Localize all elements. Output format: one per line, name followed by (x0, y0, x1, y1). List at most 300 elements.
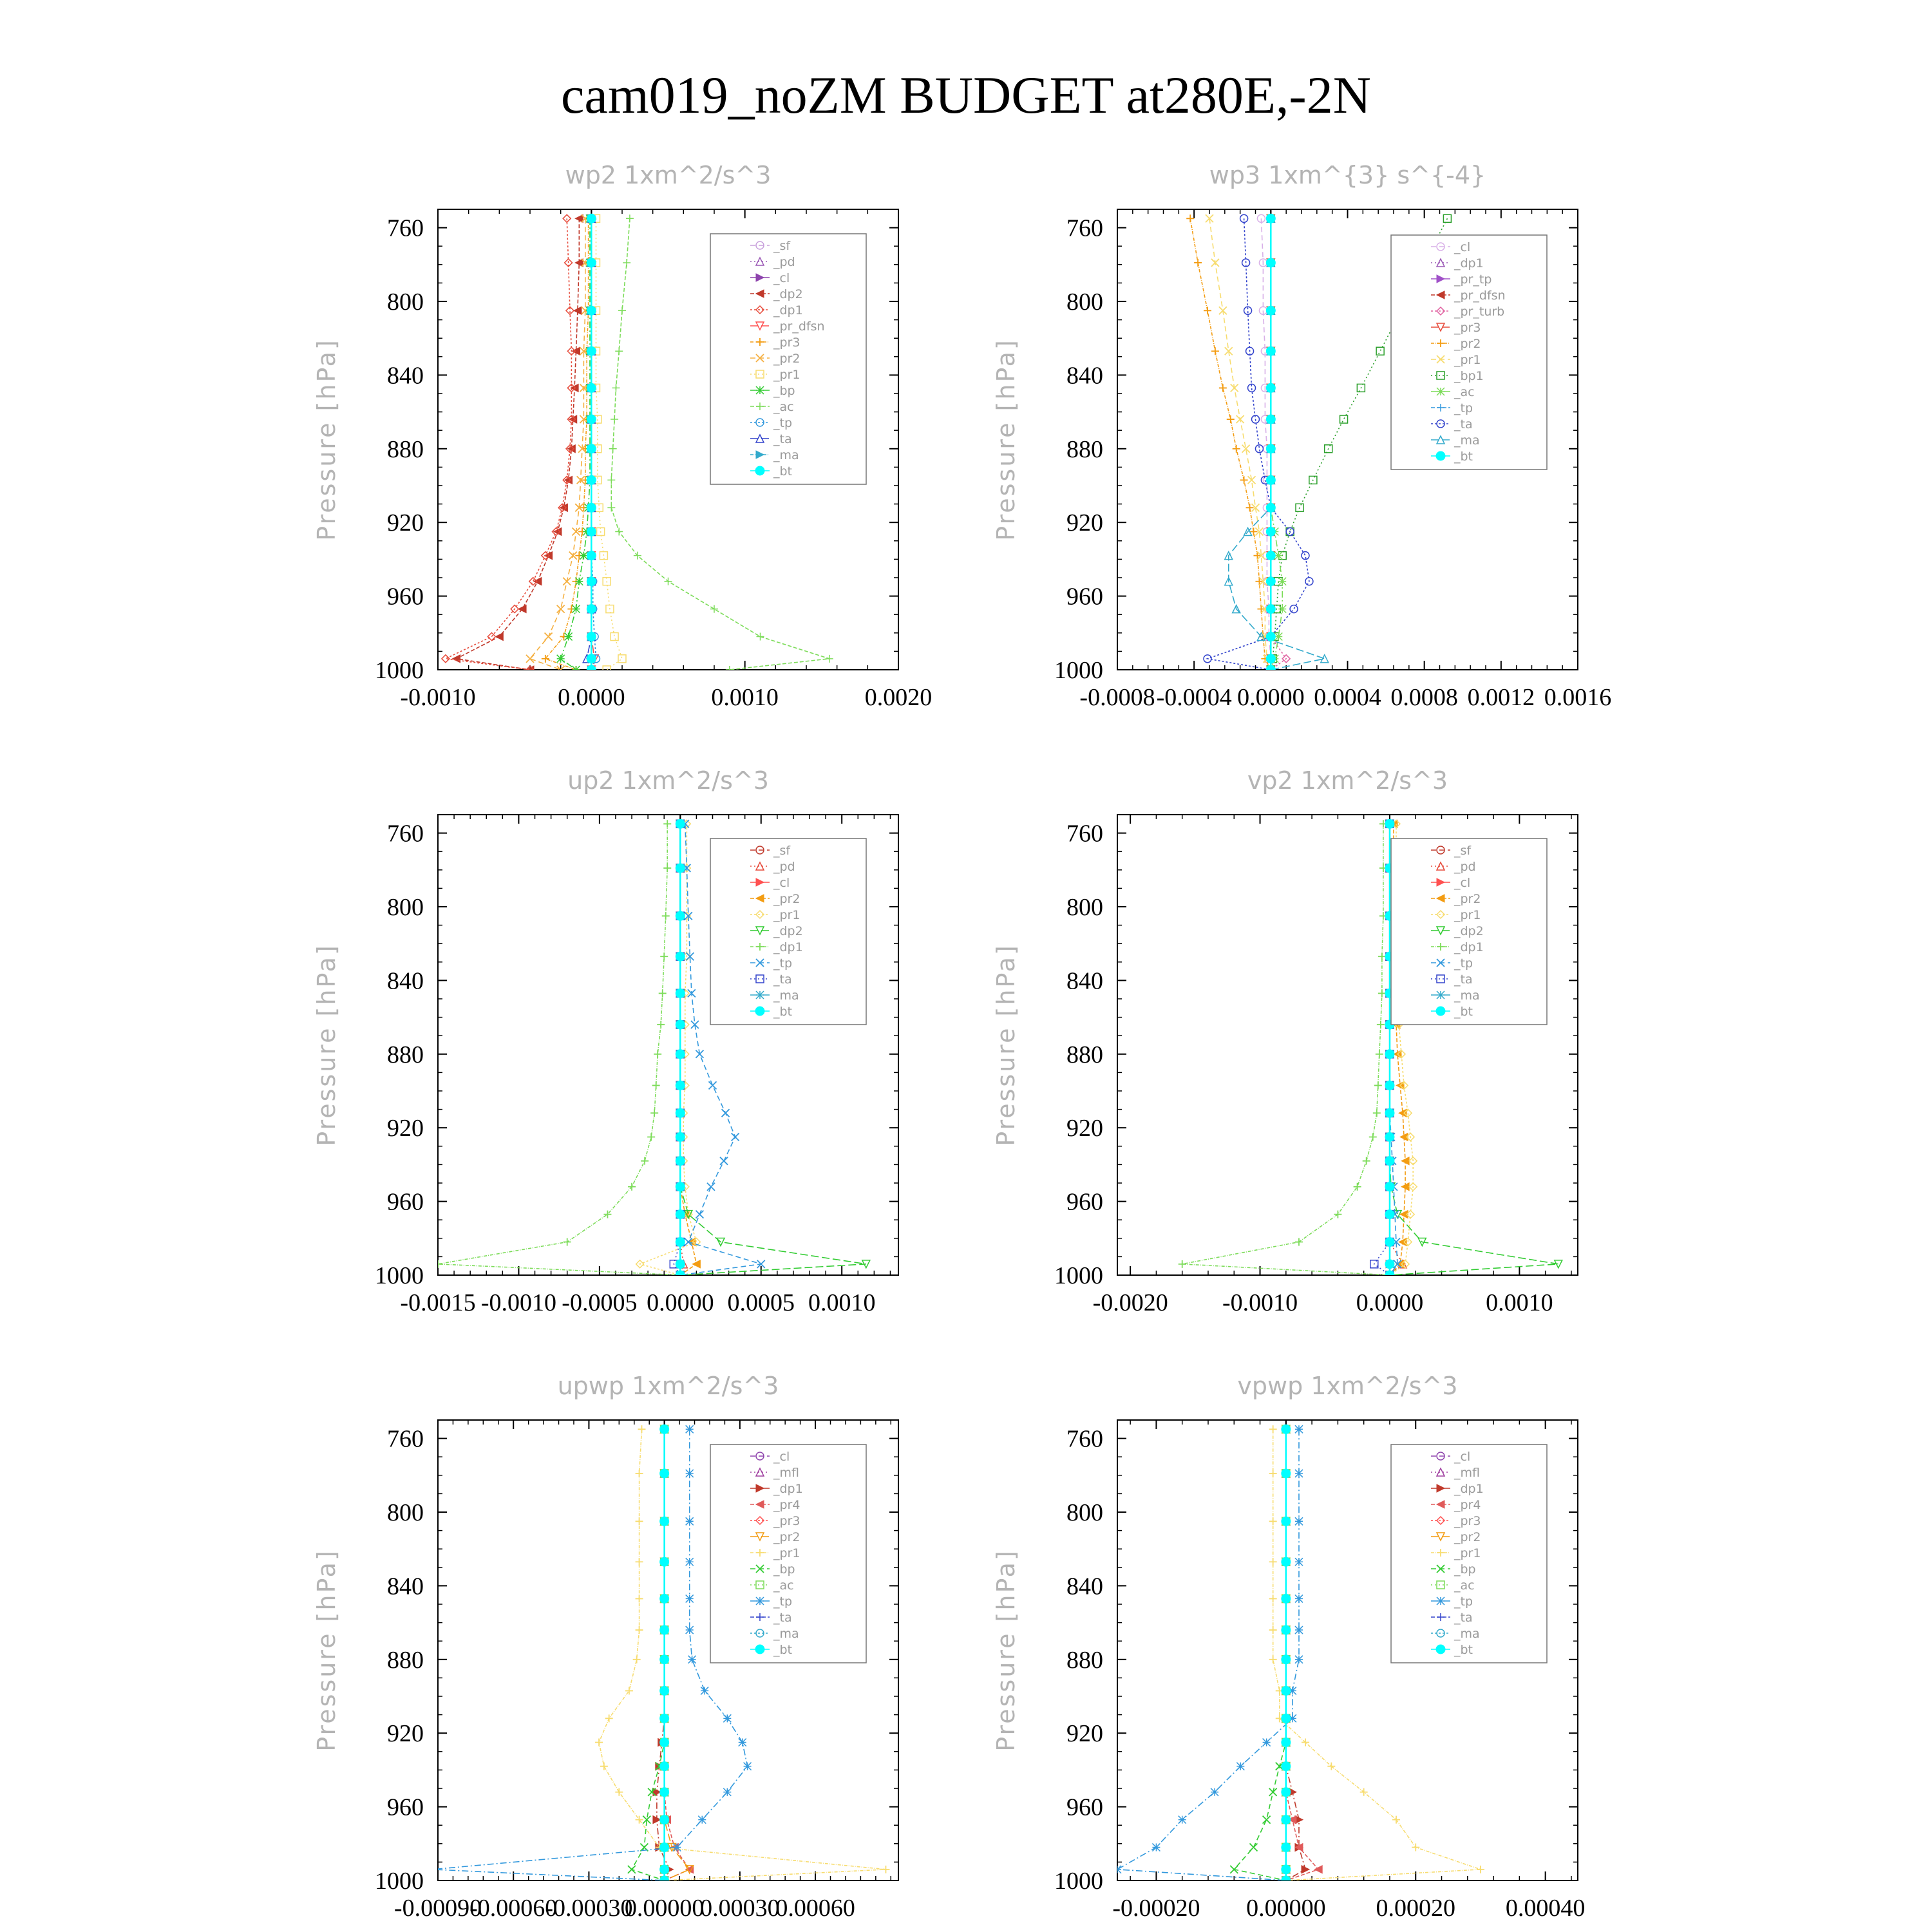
data-point-bp (580, 552, 587, 560)
y-tick-label: 760 (387, 214, 424, 242)
data-point-bp (1230, 1866, 1238, 1873)
data-point-bt (1282, 1815, 1291, 1824)
data-point-ac (757, 633, 764, 641)
data-point-bt (676, 1271, 685, 1280)
y-axis-label: Pressure [hPa] (992, 943, 1020, 1146)
series-line-ac (1271, 218, 1282, 670)
data-point-pr1 (1269, 1626, 1277, 1634)
y-tick-label: 920 (387, 1720, 424, 1748)
legend-label: _pr4 (1454, 1498, 1481, 1512)
data-point-bt (587, 665, 596, 674)
y-tick-label: 880 (1066, 435, 1103, 463)
data-point-tp (1113, 1866, 1121, 1873)
x-tick-label: -0.00090 (393, 1895, 482, 1922)
x-tick-label: 0.0016 (1544, 684, 1612, 711)
series-line-ta (1208, 218, 1309, 670)
data-point-dp1 (1295, 1238, 1303, 1246)
y-tick-label: 1000 (375, 1262, 424, 1289)
legend-label: _ac (1454, 1578, 1475, 1593)
y-tick-label: 800 (387, 289, 424, 316)
data-point-pr1 (600, 1763, 608, 1770)
data-point-bt (587, 527, 596, 536)
data-point-pr2 (1240, 476, 1248, 484)
chart-panel-2 (992, 161, 1611, 711)
data-point-bp (628, 1866, 636, 1873)
y-tick-label: 800 (387, 1499, 424, 1526)
data-point-dp1 (1378, 989, 1386, 997)
data-point-bt (1282, 1655, 1291, 1664)
legend-label: _cl (1454, 240, 1471, 254)
y-tick-label: 760 (1066, 214, 1103, 242)
y-tick-label: 760 (387, 1425, 424, 1453)
data-point-pr1 (615, 1788, 623, 1796)
data-point-tp (686, 1425, 694, 1433)
legend-label: _dp2 (773, 924, 803, 938)
data-point-pr1 (605, 1714, 613, 1722)
y-tick-label: 880 (387, 1646, 424, 1674)
data-point-pr1 (618, 655, 626, 663)
data-point-dp2 (495, 633, 503, 641)
data-point-bt (660, 1843, 669, 1852)
data-point-bt (1385, 1133, 1394, 1142)
data-point-dp1 (1378, 952, 1386, 960)
legend-label: _ta (1454, 1611, 1473, 1625)
data-point-pr1 (1360, 1788, 1368, 1796)
x-tick-label: 0.0000 (1237, 684, 1305, 711)
data-point-tp (1295, 1626, 1303, 1634)
data-point-bt (676, 1182, 685, 1191)
data-point-ac (710, 605, 718, 613)
data-point-pr2 (1233, 445, 1240, 453)
data-point-tp (1295, 1425, 1303, 1433)
data-point-bt (1385, 1050, 1394, 1059)
series-line-bp (632, 1429, 665, 1880)
data-point-bp (573, 666, 580, 674)
legend-label: _ma (773, 1627, 799, 1641)
data-point-dp1 (663, 864, 671, 872)
data-point-dp1 (647, 1133, 655, 1141)
y-tick-label: 840 (1066, 362, 1103, 390)
data-point-pr1 (1269, 1558, 1277, 1566)
data-point-bt (587, 383, 596, 392)
data-point-bt (660, 1425, 669, 1434)
y-tick-label: 960 (387, 1188, 424, 1216)
panels-container (312, 161, 1611, 1922)
data-point-tp (686, 1470, 694, 1477)
y-tick-label: 840 (387, 967, 424, 995)
data-point-pr1 (1269, 1656, 1277, 1663)
data-point-tp (429, 1866, 437, 1873)
data-point-pr2 (557, 605, 565, 613)
data-point-bt (1282, 1517, 1291, 1526)
data-point-bt (1282, 1843, 1291, 1852)
data-point-dp2 (534, 578, 542, 585)
legend-marker (1436, 451, 1445, 460)
data-point-dp1 (1376, 1050, 1383, 1058)
data-point-pr1 (636, 1816, 643, 1824)
data-point-pr2 (1219, 384, 1227, 392)
y-tick-label: 880 (1066, 1646, 1103, 1674)
data-point-bt (676, 952, 685, 961)
data-point-bt (660, 1815, 669, 1824)
data-point-ac (826, 655, 833, 663)
data-point-bt (1282, 1714, 1291, 1723)
data-point-bt (1266, 258, 1275, 267)
data-point-tp (688, 1656, 696, 1663)
y-axis-label: Pressure [hPa] (992, 338, 1020, 541)
data-point-bt (676, 989, 685, 998)
x-tick-label: 0.0004 (1314, 684, 1381, 711)
data-point-tp (723, 1788, 731, 1796)
data-point-pr4 (1314, 1866, 1322, 1873)
data-point-bt (676, 911, 685, 920)
legend-label: _mfl (1454, 1466, 1480, 1480)
data-point-bp1 (1376, 347, 1384, 355)
legend-label: _pr2 (773, 892, 800, 906)
data-point-pr2 (1204, 307, 1211, 314)
y-tick-label: 1000 (375, 657, 424, 684)
x-tick-label: 0.0010 (808, 1289, 876, 1316)
x-tick-label: 0.0008 (1390, 684, 1458, 711)
x-tick-label: 0.0000 (1356, 1289, 1424, 1316)
legend-label: _cl (1454, 876, 1471, 890)
legend-label: _dp1 (1454, 940, 1484, 954)
data-point-dp1 (564, 1238, 571, 1246)
chart-panel-3 (312, 766, 898, 1316)
data-point-pr1 (882, 1866, 889, 1873)
data-point-tp (686, 1517, 694, 1525)
data-point-bt (1282, 1738, 1291, 1747)
data-point-dp1 (1374, 1081, 1382, 1089)
figure-title: cam019_noZM BUDGET at280E,-2N (561, 66, 1371, 124)
legend-label: _pr2 (773, 1530, 800, 1544)
x-tick-label: -0.00060 (469, 1895, 558, 1922)
data-point-ac (612, 384, 620, 392)
x-tick-label: -0.0008 (1079, 684, 1155, 711)
data-point-bt (587, 258, 596, 267)
data-point-bt (587, 346, 596, 355)
legend-label: _bt (773, 1005, 793, 1019)
y-tick-label: 760 (1066, 1425, 1103, 1453)
legend-label: _pr1 (773, 368, 800, 382)
legend-label: _pr_dfsn (1454, 289, 1506, 303)
panel-title: up2 1xm^2/s^3 (567, 766, 769, 795)
legend-marker (755, 1645, 764, 1654)
legend-label: _ta (1454, 972, 1473, 987)
legend-label: _pd (1454, 860, 1476, 874)
y-tick-label: 1000 (1054, 1868, 1103, 1895)
data-point-bt (1266, 475, 1275, 484)
x-tick-label: -0.0015 (400, 1289, 476, 1316)
data-point-dp1 (1302, 1866, 1309, 1873)
legend-label: _ma (773, 448, 799, 462)
x-tick-label: -0.0004 (1156, 684, 1232, 711)
legend-label: _bt (1454, 1005, 1473, 1019)
y-tick-label: 800 (387, 894, 424, 921)
data-point-tp (696, 1211, 703, 1218)
data-point-bt (1385, 1157, 1394, 1166)
legend-label: _pr1 (773, 908, 800, 922)
legend-label: _sf (773, 844, 791, 858)
series-line-pr2 (665, 1429, 690, 1880)
data-point-pr1 (636, 1558, 643, 1566)
legend-label: _sf (1454, 844, 1472, 858)
panel-title: vpwp 1xm^2/s^3 (1237, 1372, 1458, 1400)
data-point-bp (1249, 1844, 1257, 1852)
series-line-pr4 (665, 1429, 690, 1880)
legend-label: _ma (1454, 989, 1480, 1003)
data-point-pr1 (1412, 1844, 1419, 1852)
data-point-dp1 (1369, 1133, 1377, 1141)
data-point-bt (1266, 654, 1275, 663)
data-point-bt (660, 1557, 669, 1566)
data-point-bt (1266, 665, 1275, 674)
y-tick-label: 960 (387, 1794, 424, 1821)
data-point-bp (575, 578, 583, 585)
legend-label: _pr3 (1454, 1514, 1481, 1528)
series-line-pr1 (1209, 218, 1271, 670)
series-line-ma (1229, 218, 1325, 670)
series-line-tp (1117, 1429, 1299, 1880)
data-point-tp (1295, 1470, 1303, 1477)
legend-label: _ta (773, 1611, 792, 1625)
y-tick-label: 880 (387, 435, 424, 463)
legend-label: _pr3 (773, 1514, 800, 1528)
legend-label: _mfl (773, 1466, 799, 1480)
data-point-bp (565, 633, 573, 641)
legend-label: _tp (773, 956, 793, 971)
legend-label: _dp1 (773, 303, 803, 317)
data-point-tp (744, 1763, 752, 1770)
data-point-pr1 (1269, 1517, 1277, 1525)
y-tick-label: 840 (387, 362, 424, 390)
y-axis-label: Pressure [hPa] (992, 1549, 1020, 1752)
data-point-ac (623, 259, 630, 267)
data-point-ac (665, 578, 672, 585)
x-tick-label: 0.00000 (1246, 1895, 1326, 1922)
legend-label: _bp (1454, 1562, 1476, 1577)
data-point-bt (660, 1714, 669, 1723)
legend-label: _cl (773, 1450, 790, 1464)
y-tick-label: 800 (1066, 289, 1103, 316)
data-point-pr1 (1269, 1425, 1277, 1433)
data-point-bt (1385, 1210, 1394, 1219)
y-tick-label: 840 (1066, 967, 1103, 995)
y-tick-label: 920 (1066, 1720, 1103, 1748)
data-point-ac (607, 504, 615, 511)
legend-label: _pr1 (1454, 353, 1481, 367)
data-point-bt (1282, 1686, 1291, 1695)
data-point-bt (660, 1686, 669, 1695)
data-point-bt (587, 475, 596, 484)
data-point-bt (1282, 1876, 1291, 1885)
data-point-bt (676, 1238, 685, 1247)
x-tick-label: 0.00020 (1376, 1895, 1455, 1922)
data-point-ac (726, 666, 734, 674)
data-point-bp1 (1340, 415, 1348, 423)
legend-label: _pr1 (1454, 1546, 1481, 1560)
y-axis-label: Pressure [hPa] (312, 1549, 341, 1752)
data-point-bp (1269, 1788, 1277, 1796)
data-point-tp (707, 1183, 715, 1191)
data-point-bt (660, 1762, 669, 1771)
data-point-pr2 (1186, 214, 1194, 222)
legend-label: _bt (773, 1643, 793, 1657)
data-point-bt (1266, 605, 1275, 614)
data-point-ac (607, 476, 615, 484)
legend-label: _dp1 (1454, 1482, 1484, 1496)
data-point-bt (1282, 1557, 1291, 1566)
legend-label: _pr_turb (1454, 305, 1505, 319)
y-tick-label: 1000 (375, 1868, 424, 1895)
data-point-tp (1211, 1788, 1218, 1796)
data-point-bt (660, 1517, 669, 1526)
data-point-bt (587, 415, 596, 424)
data-point-dp1 (652, 1081, 660, 1089)
x-tick-label: -0.0005 (562, 1289, 638, 1316)
data-point-bt (587, 503, 596, 512)
data-point-pr2 (1399, 1238, 1406, 1246)
series-line-pr-turb (1271, 218, 1286, 670)
y-tick-label: 760 (387, 820, 424, 848)
x-tick-label: 0.0010 (1486, 1289, 1553, 1316)
data-point-bt (1385, 1260, 1394, 1269)
x-tick-label: 0.0012 (1467, 684, 1535, 711)
y-tick-label: 920 (1066, 1115, 1103, 1142)
data-point-bt (1282, 1865, 1291, 1874)
legend-label: _bp (773, 1562, 795, 1577)
chart-panel-5 (312, 1372, 898, 1922)
data-point-pr1 (1269, 1470, 1277, 1477)
data-point-dp1 (628, 1183, 636, 1191)
data-point-bt (676, 1020, 685, 1029)
data-point-bt (1282, 1788, 1291, 1797)
data-point-pr1 (636, 1470, 643, 1477)
data-point-bt (1266, 577, 1275, 586)
data-point-dp1 (650, 1109, 658, 1117)
data-point-bt (1266, 346, 1275, 355)
data-point-bt (587, 654, 596, 663)
data-point-bt (660, 1625, 669, 1634)
x-tick-label: 0.0005 (727, 1289, 795, 1316)
legend-marker (1436, 1007, 1445, 1016)
x-tick-label: -0.0020 (1092, 1289, 1168, 1316)
legend-marker (756, 1597, 764, 1605)
x-tick-label: -0.00020 (1112, 1895, 1200, 1922)
data-point-dp1 (1373, 1109, 1381, 1117)
panel-title: upwp 1xm^2/s^3 (557, 1372, 779, 1400)
data-point-bt (660, 1788, 669, 1797)
chart-panel-6 (992, 1372, 1585, 1922)
data-point-bt (1385, 1081, 1394, 1090)
legend-label: _pr2 (1454, 1530, 1481, 1544)
data-point-ac (1278, 578, 1286, 585)
legend-label: _ma (1454, 433, 1480, 448)
data-point-bt (1266, 503, 1275, 512)
data-point-tp (720, 1157, 728, 1165)
data-point-bt (1282, 1625, 1291, 1634)
legend-label: _pr_tp (1454, 272, 1492, 287)
x-tick-label: 0.00030 (700, 1895, 780, 1922)
data-point-bt (660, 1655, 669, 1664)
series-line-cl (1261, 218, 1271, 670)
data-point-bt (676, 1081, 685, 1090)
data-point-pr2 (1255, 578, 1263, 585)
x-tick-label: -0.0010 (400, 684, 476, 711)
data-point-bt (676, 1108, 685, 1117)
chart-panel-1 (312, 161, 932, 711)
data-point-ac (609, 445, 617, 453)
data-point-pr1 (611, 633, 618, 641)
data-point-pr2 (563, 578, 571, 585)
series-line-pr2 (1190, 218, 1271, 670)
data-point-bt (676, 864, 685, 873)
data-point-dp1 (1377, 1021, 1385, 1028)
data-point-dp1 (659, 989, 667, 997)
legend-label: _cl (773, 876, 790, 890)
data-point-dp1 (1354, 1183, 1361, 1191)
y-tick-label: 800 (1066, 1499, 1103, 1526)
series-line-dp1 (446, 218, 572, 670)
data-point-tp (1295, 1517, 1303, 1525)
data-point-dp1 (1334, 1211, 1341, 1218)
data-point-pr1 (1236, 415, 1244, 423)
data-point-bt (587, 306, 596, 315)
data-point-bt (660, 1865, 669, 1874)
data-point-bt (587, 444, 596, 453)
legend-label: _pr2 (1454, 892, 1481, 906)
legend-label: _bp (773, 384, 795, 398)
legend-label: _bt (1454, 1643, 1473, 1657)
legend-label: _dp1 (773, 1482, 803, 1496)
data-point-tp (723, 1714, 731, 1722)
data-point-tp (722, 1109, 730, 1117)
series-line-pr1 (596, 218, 623, 670)
data-point-pr2 (1257, 605, 1265, 613)
legend-label: _tp (773, 416, 793, 430)
data-point-pr2 (1227, 415, 1235, 423)
legend-label: _dp2 (773, 287, 803, 301)
data-point-tp (1152, 1844, 1160, 1852)
data-point-pr1 (1269, 1595, 1277, 1602)
data-point-dp1 (1179, 1260, 1186, 1268)
data-point-ma (1321, 655, 1329, 663)
x-tick-label: -0.00030 (545, 1895, 633, 1922)
legend-marker (756, 386, 764, 394)
x-tick-label: 0.00000 (624, 1895, 705, 1922)
data-point-bt (1282, 1594, 1291, 1603)
data-point-dp1 (660, 952, 668, 960)
legend-label: _ta (1454, 417, 1473, 431)
legend-label: _ma (773, 989, 799, 1003)
y-tick-label: 1000 (1054, 1262, 1103, 1289)
legend-label: _ac (773, 400, 794, 414)
y-axis-label: Pressure [hPa] (312, 943, 341, 1146)
data-point-ac (615, 347, 623, 355)
data-point-bt (587, 605, 596, 614)
data-point-bt (676, 1157, 685, 1166)
data-point-bt (1385, 819, 1394, 828)
legend-label: _tp (1454, 956, 1473, 971)
legend-label: _sf (773, 239, 791, 253)
legend-label: _tp (1454, 401, 1473, 415)
data-point-pr1 (636, 1626, 643, 1634)
legend-label: _pr3 (1454, 321, 1481, 335)
data-point-dp1 (663, 820, 671, 828)
data-point-pr1 (636, 1517, 643, 1525)
legend-label: _ta (773, 432, 792, 446)
legend-label: _tp (1454, 1595, 1473, 1609)
